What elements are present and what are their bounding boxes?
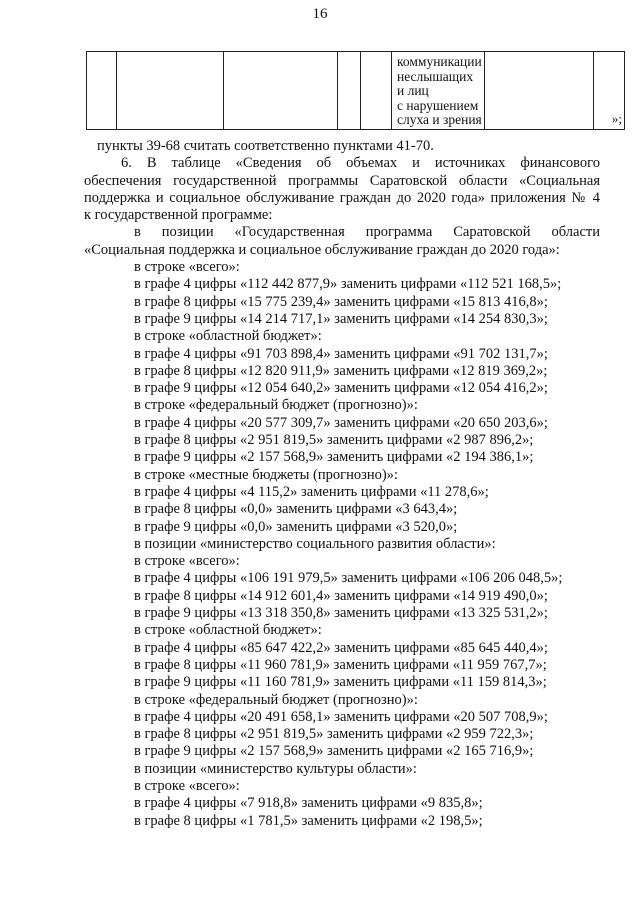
paragraph: в строке «федеральный бюджет (прогнозно)»:: [134, 691, 418, 708]
paragraph: в графе 9 цифры «2 157 568,9» заменить цифрами «2 165 716,9»;: [134, 743, 534, 760]
table-cell: [338, 52, 361, 130]
paragraph: в строке «областной бюджет»:: [134, 622, 322, 639]
page-number: 16: [312, 6, 328, 22]
paragraph: в графе 4 цифры «112 442 877,9» заменить цифрами «112 521 168,5»;: [134, 276, 562, 293]
paragraph: в графе 9 цифры «13 318 350,8» заменить цифрами «13 325 531,2»;: [134, 605, 548, 622]
paragraph: в графе 4 цифры «20 577 309,7» заменить цифрами «20 650 203,6»;: [134, 414, 548, 431]
table-cell: [87, 52, 117, 130]
paragraph: к государственной программе:: [84, 207, 273, 224]
table-cell: [485, 52, 594, 130]
paragraph: в графе 9 цифры «12 054 640,2» заменить цифрами «12 054 416,2»;: [134, 380, 548, 397]
paragraph: в графе 8 цифры «15 775 239,4» заменить цифрами «15 813 416,8»;: [134, 293, 548, 310]
paragraph: в графе 4 цифры «106 191 979,5» заменить цифрами «106 206 048,5»;: [134, 570, 563, 587]
paragraph: в графе 4 цифры «91 703 898,4» заменить цифрами «91 702 131,7»;: [134, 345, 548, 362]
paragraph: в строке «всего»:: [134, 777, 240, 794]
paragraph: в графе 4 цифры «20 491 658,1» заменить цифрами «20 507 708,9»;: [134, 708, 548, 725]
paragraph: в графе 9 цифры «14 214 717,1» заменить цифрами «14 254 830,3»;: [134, 310, 548, 327]
paragraph: в графе 8 цифры «12 820 911,9» заменить цифрами «12 819 369,2»;: [134, 362, 548, 379]
paragraph: в позиции «министерство культуры области»:: [134, 760, 417, 777]
paragraph: в графе 8 цифры «0,0» заменить цифрами «3 643,4»;: [134, 501, 458, 518]
paragraph: в строке «областной бюджет»:: [134, 328, 322, 345]
paragraph: в графе 8 цифры «1 781,5» заменить цифрами «2 198,5»;: [134, 812, 483, 829]
paragraph: в строке «всего»:: [134, 259, 240, 276]
paragraph: поддержка и социальное обслуживание граждан до 2020 года» приложения № 4: [84, 189, 600, 206]
paragraph: в графе 4 цифры «7 918,8» заменить цифрами «9 835,8»;: [134, 795, 483, 812]
cell-line: и лиц: [397, 83, 429, 99]
paragraph: в графе 8 цифры «14 912 601,4» заменить цифрами «14 919 490,0»;: [134, 587, 548, 604]
cell-line: с нарушением: [397, 97, 479, 113]
table-end-mark: »;: [611, 111, 622, 126]
paragraph: в графе 9 цифры «2 157 568,9» заменить цифрами «2 194 386,1»;: [134, 449, 534, 466]
paragraph: 6. В таблице «Сведения об объемах и источниках финансового: [121, 155, 600, 172]
paragraph: в графе 9 цифры «11 160 781,9» заменить цифрами «11 159 814,3»;: [134, 674, 547, 691]
paragraph: в графе 4 цифры «85 647 422,2» заменить цифрами «85 645 440,4»;: [134, 639, 548, 656]
paragraph: обеспечения государственной программы Саратовской области «Социальная: [84, 172, 600, 189]
paragraph: в строке «всего»:: [134, 553, 240, 570]
paragraph: в позиции «Государственная программа Саратовской области: [134, 224, 600, 241]
table-cell: [392, 52, 485, 130]
paragraph: в строке «федеральный бюджет (прогнозно)»:: [134, 397, 418, 414]
table-fragment: [86, 51, 625, 130]
cell-line: неслышащих: [397, 68, 474, 84]
table-cell: [117, 52, 224, 130]
paragraph: в графе 8 цифры «2 951 819,5» заменить цифрами «2 987 896,2»;: [134, 432, 534, 449]
paragraph: в строке «местные бюджеты (прогнозно)»:: [134, 466, 398, 483]
paragraph: в графе 4 цифры «4 115,2» заменить цифрами «11 278,6»;: [134, 483, 489, 500]
table-cell: [224, 52, 338, 130]
cell-line: коммуникации: [397, 54, 482, 69]
cell-line: слуха и зрения: [397, 112, 482, 128]
paragraph: в графе 8 цифры «2 951 819,5» заменить цифрами «2 959 722,3»;: [134, 726, 534, 743]
paragraph: в графе 8 цифры «11 960 781,9» заменить цифрами «11 959 767,7»;: [134, 656, 547, 673]
table-cell: [361, 52, 392, 130]
paragraph: в графе 9 цифры «0,0» заменить цифрами «3 520,0»;: [134, 518, 458, 535]
paragraph: «Социальная поддержка и социальное обслуживание граждан до 2020 года»:: [84, 241, 560, 258]
table-cell: [594, 52, 625, 130]
paragraph: пункты 39-68 считать соответственно пунктами 41-70.: [97, 138, 434, 154]
document-body: [84, 138, 600, 830]
paragraph: в позиции «министерство социального развития области»:: [134, 535, 496, 552]
